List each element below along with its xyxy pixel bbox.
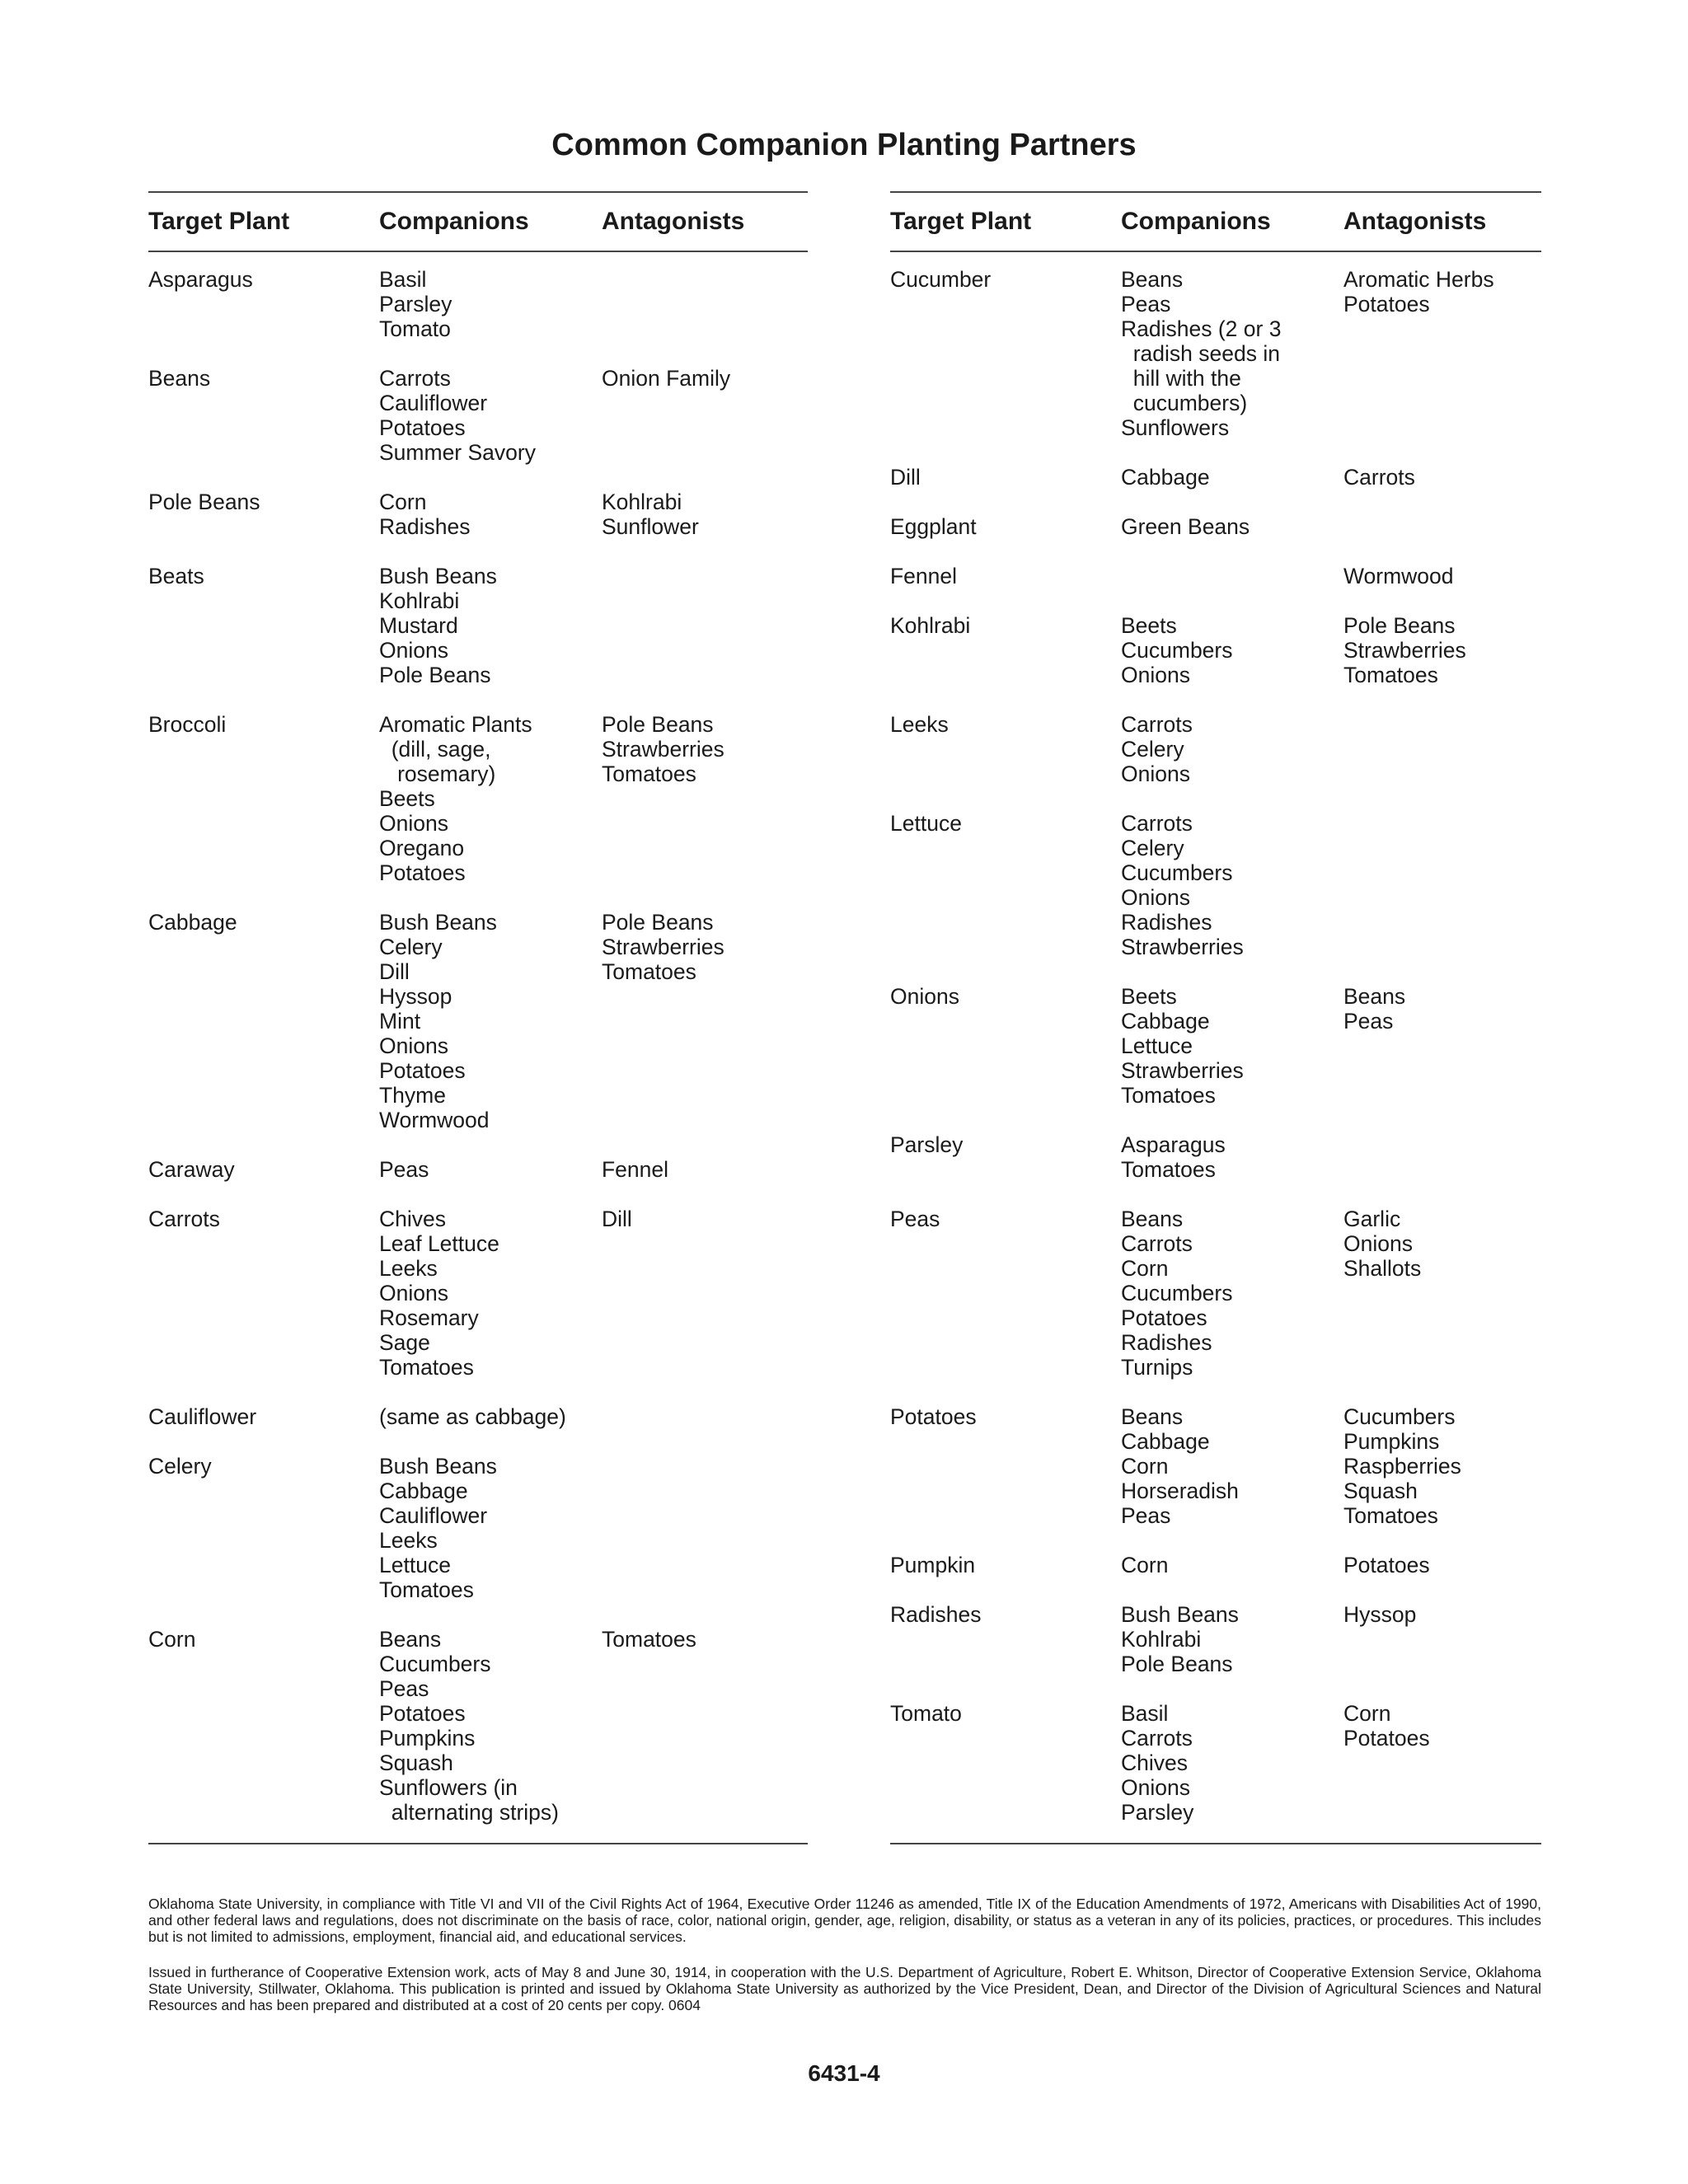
companion-item: Sage: [379, 1330, 430, 1355]
antagonists-cell: [602, 490, 808, 539]
table-row: [148, 712, 808, 885]
antagonist-item: Hyssop: [1343, 1602, 1417, 1627]
companion-item: Bush Beans: [1121, 1602, 1239, 1627]
companion-item: Cucumbers: [1121, 860, 1233, 885]
antagonists-cell: [1343, 267, 1541, 440]
antagonists-cell: [1343, 564, 1541, 588]
companion-item: Radishes: [1121, 910, 1212, 935]
antagonists-cell: [1343, 811, 1541, 959]
companion-item: Chives: [379, 1207, 447, 1231]
companion-item: Turnips: [1121, 1355, 1193, 1380]
companion-item: alternating strips): [379, 1800, 559, 1825]
companions-cell: [1121, 465, 1343, 490]
antagonist-item: Pole Beans: [602, 910, 714, 935]
table-row: [148, 267, 808, 341]
target-plant-cell: Asparagus: [148, 267, 253, 292]
companions-cell: [379, 490, 602, 539]
table-bottom-rule: [890, 1843, 1541, 1844]
companion-item: Oregano: [379, 836, 465, 860]
target-plant-cell: Pumpkin: [890, 1553, 976, 1577]
header-antagonists: Antagonists: [602, 208, 745, 235]
table-row: [890, 811, 1541, 959]
header-antagonists: Antagonists: [1343, 208, 1487, 235]
target-plant-cell: Broccoli: [148, 712, 227, 737]
antagonist-item: Tomatoes: [1343, 663, 1438, 687]
companion-item: Sunflowers (in: [379, 1775, 518, 1800]
companion-item: Cucumbers: [1121, 1281, 1233, 1305]
companion-item: Onions: [379, 1281, 448, 1305]
table-row: [890, 564, 1541, 588]
companion-item: Lettuce: [1121, 1033, 1193, 1058]
companion-item: Celery: [1121, 836, 1184, 860]
target-plant-cell: Cauliflower: [148, 1404, 257, 1429]
companion-item: Kohlrabi: [379, 588, 460, 613]
antagonist-item: Potatoes: [1343, 1553, 1430, 1577]
antagonists-cell: [1343, 1404, 1541, 1528]
target-plant-cell: Eggplant: [890, 514, 977, 539]
antagonist-item: Kohlrabi: [602, 490, 682, 514]
target-plant-cell: Onions: [890, 984, 959, 1009]
companion-item: Potatoes: [379, 1058, 466, 1083]
table-row: [148, 1207, 808, 1380]
target-plant-cell: Cabbage: [148, 910, 237, 935]
companion-item: Cauliflower: [379, 391, 488, 415]
antagonist-item: Tomatoes: [1343, 1503, 1438, 1528]
antagonist-item: Peas: [1343, 1009, 1394, 1033]
header-companions: Companions: [379, 208, 529, 235]
companion-item: Potatoes: [379, 1701, 466, 1726]
companion-item: Tomato: [379, 316, 451, 341]
companion-item: Cucumbers: [1121, 638, 1233, 663]
companion-item: Lettuce: [379, 1553, 451, 1577]
antagonists-cell: [1343, 1553, 1541, 1577]
table-row: [148, 910, 808, 1132]
table-row: [890, 267, 1541, 440]
antagonists-cell: [602, 712, 808, 885]
companions-cell: [1121, 1404, 1343, 1528]
companion-item: Carrots: [1121, 1231, 1193, 1256]
companions-cell: [1121, 984, 1343, 1108]
companion-item: Bush Beans: [379, 910, 497, 935]
companion-item: Celery: [1121, 737, 1184, 762]
table-bottom-rule: [148, 1843, 808, 1844]
companion-item: Strawberries: [1121, 1058, 1244, 1083]
antagonist-item: Beans: [1343, 984, 1406, 1009]
companion-item: Potatoes: [379, 415, 466, 440]
target-plant-cell: Dill: [890, 465, 921, 490]
page-title: Common Companion Planting Partners: [551, 128, 1137, 162]
companions-cell: [1121, 267, 1343, 440]
companion-item: Summer Savory: [379, 440, 536, 465]
companion-item: Carrots: [1121, 1726, 1193, 1750]
antagonist-item: Tomatoes: [602, 1627, 696, 1652]
table-header-row: [148, 193, 808, 251]
table-row: [148, 490, 808, 539]
target-plant-cell: Lettuce: [890, 811, 962, 836]
antagonist-item: Raspberries: [1343, 1454, 1461, 1479]
target-plant-cell: Cucumber: [890, 267, 992, 292]
table-row: [890, 465, 1541, 490]
companion-item: Beets: [1121, 984, 1177, 1009]
companion-item: Pole Beans: [379, 663, 491, 687]
antagonists-cell: [1343, 984, 1541, 1108]
target-plant-cell: Tomato: [890, 1701, 962, 1726]
companion-item: Peas: [1121, 1503, 1171, 1528]
antagonists-cell: [1343, 1701, 1541, 1825]
antagonist-item: Onions: [1343, 1231, 1413, 1256]
companion-item: Carrots: [1121, 811, 1193, 836]
antagonists-cell: [1343, 465, 1541, 490]
table-row: [890, 1207, 1541, 1380]
antagonist-item: Wormwood: [1343, 564, 1454, 588]
companion-item: Onions: [379, 811, 448, 836]
companion-item: Horseradish: [1121, 1479, 1239, 1503]
companions-cell: [379, 712, 602, 885]
companions-cell: [379, 564, 602, 687]
antagonists-cell: [1343, 514, 1541, 539]
antagonists-cell: [602, 564, 808, 687]
companion-item: Sunflowers: [1121, 415, 1230, 440]
antagonist-item: Aromatic Herbs: [1343, 267, 1494, 292]
companions-cell: [1121, 1207, 1343, 1380]
companion-item: Leaf Lettuce: [379, 1231, 499, 1256]
target-plant-cell: Carrots: [148, 1207, 220, 1231]
companions-cell: [379, 1157, 602, 1182]
companion-item: radish seeds in: [1121, 341, 1280, 366]
companion-item: Corn: [1121, 1256, 1169, 1281]
companion-item: Rosemary: [379, 1305, 479, 1330]
companion-item: Peas: [379, 1157, 429, 1182]
companion-item: Squash: [379, 1750, 453, 1775]
companion-item: Tomatoes: [379, 1577, 474, 1602]
companion-item: Kohlrabi: [1121, 1627, 1202, 1652]
companion-item: Celery: [379, 935, 443, 959]
companion-item: Onions: [1121, 762, 1190, 786]
companion-table-left: [148, 191, 808, 1844]
companion-item: Onions: [1121, 885, 1190, 910]
companion-item: Corn: [1121, 1454, 1169, 1479]
antagonist-item: Strawberries: [1343, 638, 1466, 663]
companion-table-right: [890, 191, 1541, 1844]
header-target-plant: Target Plant: [148, 208, 290, 235]
table-body: [148, 252, 808, 1843]
antagonist-item: Sunflower: [602, 514, 699, 539]
antagonist-item: Potatoes: [1343, 292, 1430, 316]
antagonist-item: Fennel: [602, 1157, 669, 1182]
table-header-row: [890, 193, 1541, 251]
companions-cell: [379, 910, 602, 1132]
companions-cell: [1121, 564, 1343, 588]
companion-item: (same as cabbage): [379, 1404, 566, 1429]
table-row: [148, 1454, 808, 1602]
companion-item: Leeks: [379, 1256, 438, 1281]
companion-item: Beans: [379, 1627, 442, 1652]
table-row: [890, 613, 1541, 687]
companions-cell: [379, 1454, 602, 1602]
companion-item: Pumpkins: [379, 1726, 476, 1750]
antagonists-cell: [1343, 613, 1541, 687]
target-plant-cell: Caraway: [148, 1157, 235, 1182]
target-plant-cell: Pole Beans: [148, 490, 260, 514]
table-row: [890, 1701, 1541, 1825]
companions-cell: [1121, 613, 1343, 687]
target-plant-cell: Corn: [148, 1627, 196, 1652]
antagonists-cell: [602, 910, 808, 1132]
table-row: [148, 1404, 808, 1429]
antagonists-cell: [1343, 1207, 1541, 1380]
antagonists-cell: [602, 1157, 808, 1182]
table-row: [148, 366, 808, 465]
header-companions: Companions: [1121, 208, 1271, 235]
companions-cell: [379, 1404, 602, 1429]
companion-item: Bush Beans: [379, 564, 497, 588]
companion-item: Onions: [1121, 1775, 1190, 1800]
companion-item: Strawberries: [1121, 935, 1244, 959]
companion-item: Cucumbers: [379, 1652, 491, 1676]
antagonists-cell: [602, 267, 808, 341]
header-target-plant: Target Plant: [890, 208, 1032, 235]
antagonists-cell: [1343, 1132, 1541, 1182]
companions-cell: [1121, 1553, 1343, 1577]
target-plant-cell: Fennel: [890, 564, 958, 588]
antagonist-item: Potatoes: [1343, 1726, 1430, 1750]
companion-item: Parsley: [1121, 1800, 1194, 1825]
companion-item: Onions: [379, 1033, 448, 1058]
table-row: [890, 1404, 1541, 1528]
antagonists-cell: [602, 1207, 808, 1380]
table-row: [890, 1602, 1541, 1676]
companions-cell: [1121, 1701, 1343, 1825]
table-row: [890, 712, 1541, 786]
companion-item: Peas: [1121, 292, 1171, 316]
companion-item: Corn: [1121, 1553, 1169, 1577]
antagonist-item: Corn: [1343, 1701, 1391, 1726]
companion-item: Tomatoes: [379, 1355, 474, 1380]
antagonist-item: Strawberries: [602, 737, 724, 762]
companion-item: Thyme: [379, 1083, 446, 1108]
companion-item: Peas: [379, 1676, 429, 1701]
antagonists-cell: [602, 1404, 808, 1429]
target-plant-cell: Beats: [148, 564, 204, 588]
antagonist-item: Tomatoes: [602, 959, 696, 984]
companion-item: Radishes: [379, 514, 471, 539]
page-number: 6431-4: [808, 2060, 880, 2086]
companion-item: Tomatoes: [1121, 1157, 1216, 1182]
companions-cell: [1121, 811, 1343, 959]
antagonist-item: Onion Family: [602, 366, 731, 391]
companion-item: Asparagus: [1121, 1132, 1226, 1157]
companion-item: Tomatoes: [1121, 1083, 1216, 1108]
companions-cell: [1121, 514, 1343, 539]
companion-item: Pole Beans: [1121, 1652, 1233, 1676]
companion-item: Potatoes: [379, 860, 466, 885]
antagonist-item: Squash: [1343, 1479, 1418, 1503]
companion-item: Mustard: [379, 613, 458, 638]
table-body: [890, 252, 1541, 1843]
antagonists-cell: [602, 1627, 808, 1825]
companions-cell: [1121, 1132, 1343, 1182]
target-plant-cell: Peas: [890, 1207, 940, 1231]
companion-item: hill with the: [1121, 366, 1241, 391]
companion-item: Basil: [379, 267, 427, 292]
companion-item: Mint: [379, 1009, 421, 1033]
companion-item: Onions: [379, 638, 448, 663]
table-row: [890, 514, 1541, 539]
companion-item: Chives: [1121, 1750, 1189, 1775]
target-plant-cell: Kohlrabi: [890, 613, 971, 638]
table-row: [148, 1157, 808, 1182]
companion-item: Radishes: [1121, 1330, 1212, 1355]
companions-cell: [1121, 712, 1343, 786]
companion-item: Green Beans: [1121, 514, 1250, 539]
companion-item: Bush Beans: [379, 1454, 497, 1479]
companion-item: Cauliflower: [379, 1503, 488, 1528]
companion-item: Cabbage: [1121, 1009, 1210, 1033]
companion-item: rosemary): [379, 762, 496, 786]
companion-item: Cabbage: [1121, 465, 1210, 490]
companions-cell: [379, 267, 602, 341]
target-plant-cell: Leeks: [890, 712, 949, 737]
companion-item: Carrots: [1121, 712, 1193, 737]
companion-item: Wormwood: [379, 1108, 490, 1132]
companion-item: Radishes (2 or 3: [1121, 316, 1282, 341]
companions-cell: [379, 1207, 602, 1380]
companions-cell: [379, 1627, 602, 1825]
antagonist-item: Pole Beans: [1343, 613, 1456, 638]
table-row: [890, 1553, 1541, 1577]
companion-item: Beans: [1121, 1404, 1184, 1429]
companion-item: Beets: [379, 786, 435, 811]
antagonist-item: Strawberries: [602, 935, 724, 959]
companion-item: Aromatic Plants: [379, 712, 532, 737]
target-plant-cell: Celery: [148, 1454, 212, 1479]
companions-cell: [379, 366, 602, 465]
companion-item: Beans: [1121, 1207, 1184, 1231]
companion-item: Beets: [1121, 613, 1177, 638]
target-plant-cell: Radishes: [890, 1602, 982, 1627]
table-row: [890, 1132, 1541, 1182]
antagonist-item: Dill: [602, 1207, 632, 1231]
antagonist-item: Pumpkins: [1343, 1429, 1440, 1454]
antagonist-item: Shallots: [1343, 1256, 1422, 1281]
companion-item: Cabbage: [379, 1479, 468, 1503]
antagonist-item: Carrots: [1343, 465, 1415, 490]
companion-item: Basil: [1121, 1701, 1169, 1726]
antagonist-item: Garlic: [1343, 1207, 1401, 1231]
target-plant-cell: Potatoes: [890, 1404, 977, 1429]
companions-cell: [1121, 1602, 1343, 1676]
companion-item: Dill: [379, 959, 410, 984]
companion-item: Beans: [1121, 267, 1184, 292]
publication-statement: Issued in furtherance of Cooperative Extension work, acts of May 8 and June 30, 1914, in cooperation with the U.S. Department of Agriculture, Robert E. Whitson, Director of Cooperative Extension Service, Oklahoma State University, Stillwater, Oklahoma. This publication is printed and issued by Oklahoma State University as authorized by the Vice President, Dean, and Director of the Division of Agricultural Sciences and Natural Resources and has been prepared and distributed at a cost of 20 cents per copy. 0604: [148, 1964, 1541, 2013]
table-row: [148, 564, 808, 687]
companion-item: Parsley: [379, 292, 452, 316]
table-row: [890, 984, 1541, 1108]
antagonist-item: Pole Beans: [602, 712, 714, 737]
antagonist-item: Tomatoes: [602, 762, 696, 786]
antagonists-cell: [602, 1454, 808, 1602]
nondiscrimination-statement: Oklahoma State University, in compliance with Title VI and VII of the Civil Rights Act of 1964, Executive Order 11246 as amended, Title IX of the Education Amendments of 1972, Americans with Disabilities Act of 1990, and other federal laws and regulations, does not discriminate on the basis of race, color, national origin, gender, age, religion, disability, or status as a veteran in any of its policies, practices, or procedures. This includes but is not limited to admissions, employment, financial aid, and educational services.: [148, 1896, 1541, 1945]
antagonists-cell: [1343, 1602, 1541, 1676]
companion-item: Cabbage: [1121, 1429, 1210, 1454]
companion-item: (dill, sage,: [379, 737, 491, 762]
target-plant-cell: Parsley: [890, 1132, 964, 1157]
companion-item: Hyssop: [379, 984, 452, 1009]
companion-item: Carrots: [379, 366, 451, 391]
companion-item: Corn: [379, 490, 427, 514]
table-row: [148, 1627, 808, 1825]
target-plant-cell: Beans: [148, 366, 211, 391]
companion-item: Onions: [1121, 663, 1190, 687]
companion-item: Leeks: [379, 1528, 438, 1553]
antagonist-item: Cucumbers: [1343, 1404, 1456, 1429]
antagonists-cell: [602, 366, 808, 465]
companion-item: Potatoes: [1121, 1305, 1207, 1330]
companion-item: cucumbers): [1121, 391, 1248, 415]
antagonists-cell: [1343, 712, 1541, 786]
